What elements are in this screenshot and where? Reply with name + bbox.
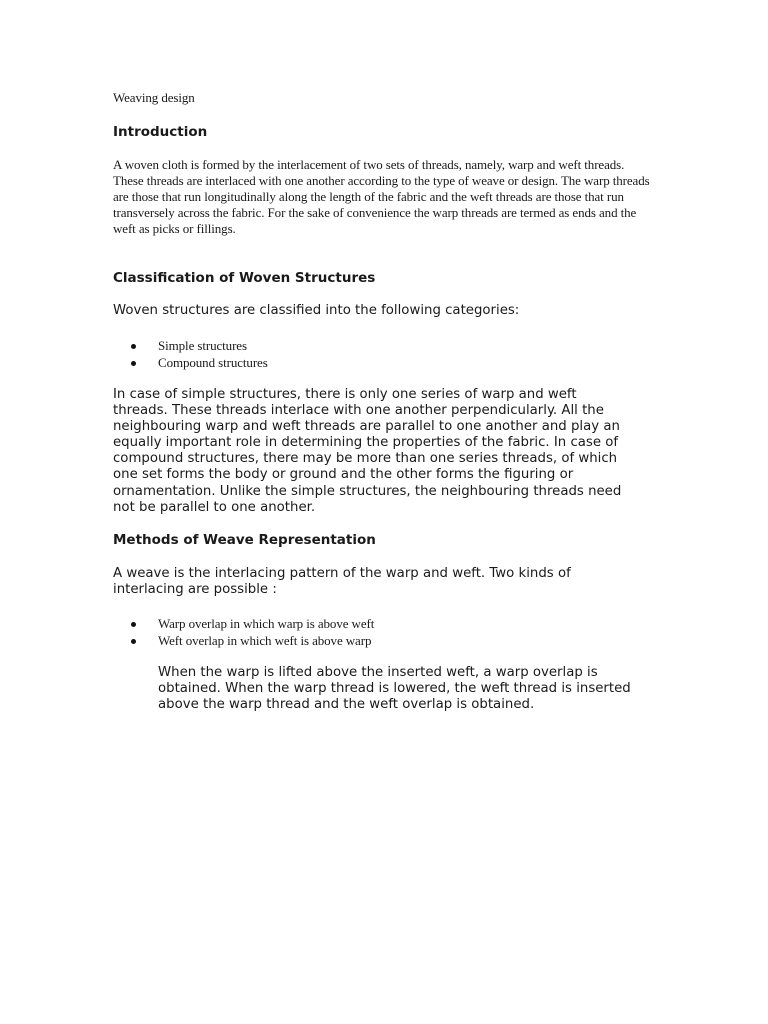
introduction-paragraph: A woven cloth is formed by the interlacement of two sets of threads, namely, warp and weft threads. These threads are interlaced with one another according to the type of weave or design. The warp threads are those that run longitudinally along the length of the fabric and the weft threads are those that run transversely across the fabric. For the sake of convenience the warp threads are termed as ends and the weft as picks or fillings. xyxy=(113,157,650,236)
introduction-heading: Introduction xyxy=(113,124,208,140)
list-item xyxy=(131,338,268,355)
classification-heading: Classification of Woven Structures xyxy=(113,270,376,286)
list-item xyxy=(131,616,374,633)
list-item-label: Simple structures xyxy=(158,338,247,353)
methods-bullet-list xyxy=(131,616,374,649)
list-item xyxy=(131,633,374,650)
list-item xyxy=(131,355,268,372)
classification-intro: Woven structures are classified into the following categories: xyxy=(113,303,520,318)
classification-paragraph: In case of simple structures, there is only one series of warp and weft threads. These threads interlace with one another perpendicularly. All the neighbouring warp and weft threads are parallel to one another and play an equally important role in determining the properties of the fabric. In case of compound structures, there may be more than one series threads, of which one set forms the body or ground and the other forms the figuring or ornamentation. Unlike the simple structures, the neighbouring threads need not be parallel to one another. xyxy=(113,387,622,515)
bullet-icon xyxy=(131,361,136,366)
bullet-icon xyxy=(131,344,136,349)
methods-heading: Methods of Weave Representation xyxy=(113,532,376,548)
methods-intro: A weave is the interlacing pattern of the warp and weft. Two kinds of interlacing are possible : xyxy=(113,566,571,598)
bullet-icon xyxy=(131,622,136,627)
list-item-label: Weft overlap in which weft is above warp xyxy=(158,632,372,648)
document-title: Weaving design xyxy=(113,90,195,105)
classification-bullet-list xyxy=(131,338,268,371)
list-item-label: Compound structures xyxy=(158,354,268,370)
methods-paragraph: When the warp is lifted above the inserted weft, a warp overlap is obtained. When the warp thread is lowered, the weft thread is inserted above the warp thread and the weft overlap is obtained. xyxy=(158,665,631,713)
list-item-label: Warp overlap in which warp is above weft xyxy=(158,616,375,631)
bullet-icon xyxy=(131,639,136,644)
